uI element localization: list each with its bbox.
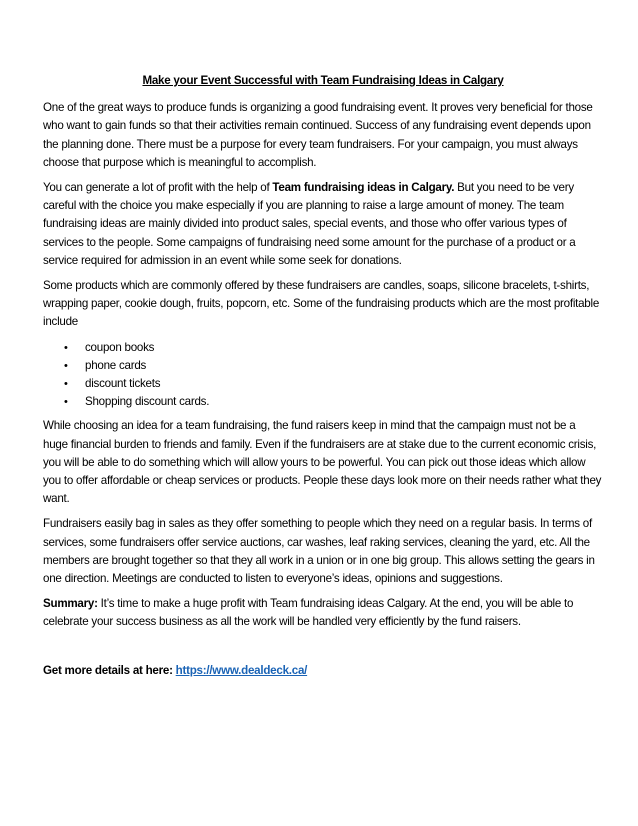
paragraph-intro: One of the great ways to produce funds is organizing a good fundraising event. It proves very beneficial for those who want to gain funds so that their activities remain continued. Success of any fundraising event depends upon the planning done. There must be a purpose for every team fundraisers. For your campaign, you must always choose that purpose which is meaningful to accomplish.: [43, 101, 593, 169]
paragraph-profit-bold: Team fundraising ideas in Calgary.: [272, 181, 455, 195]
paragraph-choosing: While choosing an idea for a team fundraising, the fund raisers keep in mind that the campaign must not be a huge financial burden to friends and family. Even if the fundraisers are at stake due to the current economic crisis, you will be able to do something which will allow yours to be powerful. You can pick out those ideas which allow you to offer affordable or cheap services or products. People these days look more on their needs rather what they want.: [43, 419, 602, 506]
document-page: [43, 72, 603, 687]
list-item-text: Shopping discount cards.: [85, 395, 210, 409]
list-item: [64, 375, 603, 393]
paragraph-services: Fundraisers easily bag in sales as they offer something to people which they need on a regular basis. In terms of services, some fundraisers offer service auctions, car washes, leaf raking services, cleaning the yard, etc. All the members are brought together so that they all work in a union or in one big group. This allows setting the gears in one direction. Meetings are conducted to listen to everyone’s ideas, opinions and suggestions.: [43, 517, 595, 586]
website-link[interactable]: https://www.dealdeck.ca/: [175, 663, 308, 677]
paragraph-profit: [43, 179, 603, 270]
list-item-text: coupon books: [85, 340, 155, 354]
list-item-text: discount tickets: [85, 377, 161, 391]
footer-details: [43, 662, 603, 680]
list-item-text: phone cards: [85, 358, 147, 372]
summary-text: It’s time to make a huge profit with Team fundraising ideas Calgary. At the end, you will be able to celebrate your success business as all the work will be handled very efficiently by the fund raisers.: [43, 597, 574, 629]
bullet-icon: •: [64, 341, 68, 354]
paragraph-profit-before: You can generate a lot of profit with the help of: [43, 181, 273, 195]
document-title: Make your Event Successful with Team Fundraising Ideas in Calgary: [142, 74, 504, 87]
profitable-products-list: [43, 339, 603, 412]
paragraph-summary: [43, 595, 603, 631]
bullet-icon: •: [64, 396, 68, 409]
paragraph-profit-after: But you need to be very careful with the choice you make especially if you are planning to raise a large amount of money. The team fundraising ideas are mainly divided into product sales, special events, and those who offer various types of services to the people. Some campaigns of fundraising need some amount for the purchase of a product or a service required for admission in an event while some seek for donations.: [43, 181, 576, 267]
list-item: [64, 339, 603, 357]
list-item: [64, 393, 603, 411]
bullet-icon: •: [64, 378, 68, 391]
list-item: [64, 357, 603, 375]
bullet-icon: •: [64, 359, 68, 372]
paragraph-products: Some products which are commonly offered by these fundraisers are candles, soaps, silicone bracelets, t-shirts, wrapping paper, cookie dough, fruits, popcorn, etc. Some of the fundraising products which are the most profitable include: [43, 279, 600, 329]
footer-label: Get more details at here:: [43, 663, 176, 677]
summary-label: Summary:: [43, 597, 98, 611]
